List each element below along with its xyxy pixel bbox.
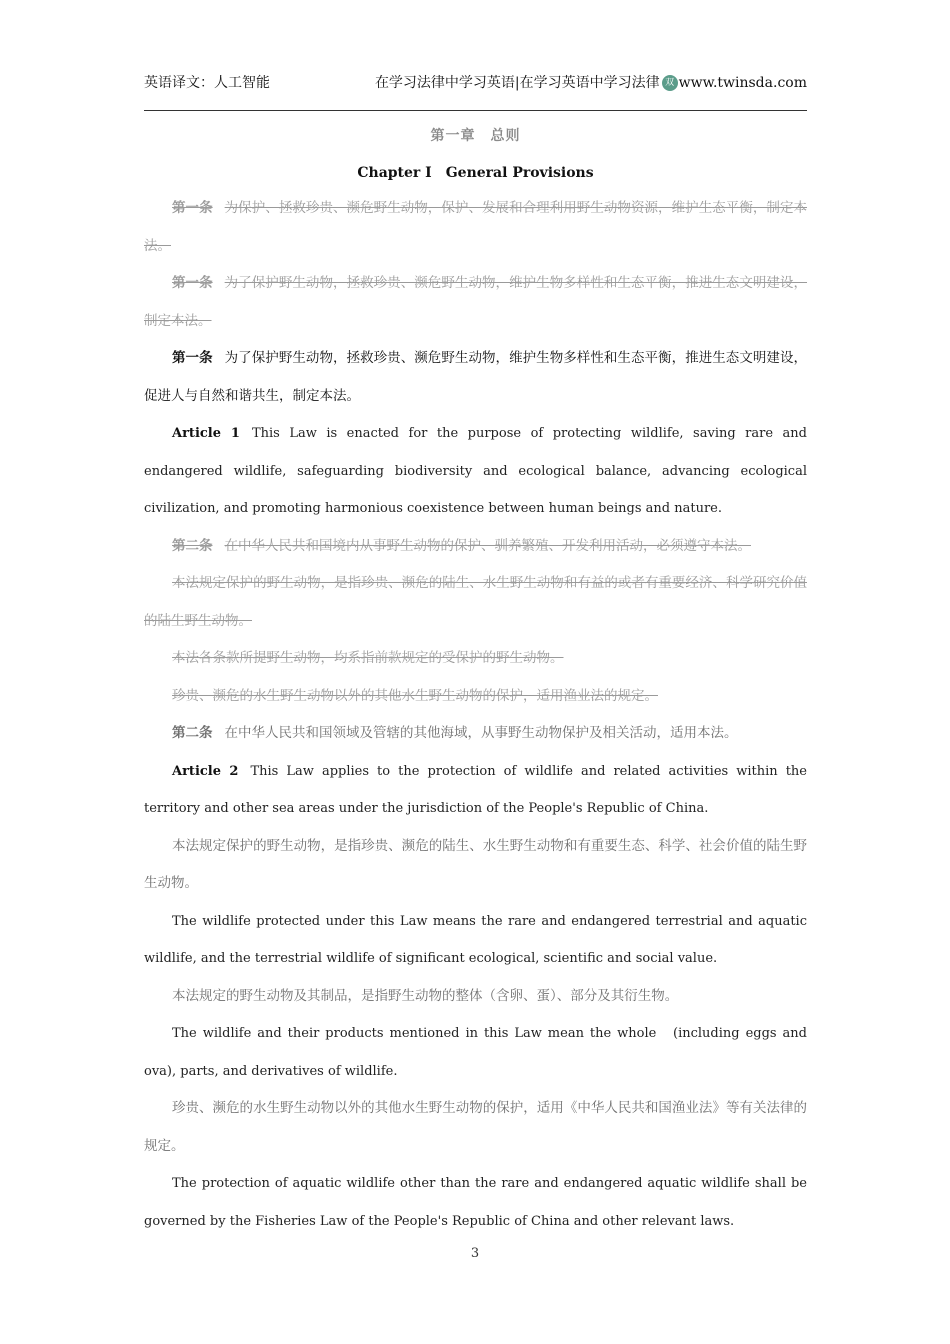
article-label: 第一条 <box>172 275 213 291</box>
article-text: 在中华人民共和国领域及管辖的其他海域，从事野生动物保护及相关活动，适用本法。 <box>224 725 738 741</box>
article-2-en <box>144 753 807 828</box>
article-2-clause-4-en: The protection of aquatic wildlife other than the rare and endangered aquatic wildlife shall be governed by the Fisheries Law of the People's Republic of China and other relevant laws. <box>144 1176 807 1229</box>
article-2-clause-3-cn: 本法规定的野生动物及其制品，是指野生动物的整体（含卵、蛋）、部分及其衍生物。 <box>172 987 679 1004</box>
deleted-article-1-revision <box>144 265 807 340</box>
article-2-clause-2-cn: 本法规定保护的野生动物，是指珍贵、濒危的陆生、水生野生动物和有重要生态、科学、社会价值的陆生野生动物。 <box>144 837 807 891</box>
chapter-title-en: Chapter I General Provisions <box>357 165 594 181</box>
article-text: 为保护、拯救珍贵、濒危野生动物，保护、发展和合理利用野生动物资源，维护生态平衡，制定本法。 <box>144 200 808 254</box>
article-2-cn <box>144 715 807 753</box>
deleted-article-2-clause-2: 本法规定保护的野生动物，是指珍贵、濒危的陆生、水生野生动物和有益的或者有重要经济、科学研究价值的陆生野生动物。 <box>144 575 807 629</box>
article-text: 为了保护野生动物，拯救珍贵、濒危野生动物，维护生物多样性和生态平衡，推进生态文明建设，制定本法。 <box>144 275 808 329</box>
deleted-article-1-original <box>144 190 807 265</box>
header-slogan <box>375 72 807 92</box>
article-1-en <box>144 415 807 528</box>
header-url[interactable]: www.twinsda.com <box>678 75 807 91</box>
header-divider <box>144 110 807 111</box>
deleted-article-2-original <box>144 528 807 566</box>
article-2-clause-4-cn: 珍贵、濒危的水生野生动物以外的其他水生野生动物的保护，适用《中华人民共和国渔业法》等有关法律的规定。 <box>144 1100 807 1154</box>
article-2-clause-3-en: The wildlife and their products mentioned in this Law mean the whole (including eggs and ova), parts, and derivatives of wildlife. <box>144 1026 807 1079</box>
header-title: 英语译文：人工智能 <box>144 75 270 91</box>
page-number: 3 <box>470 1246 480 1261</box>
article-label: 第一条 <box>172 200 213 216</box>
article-1-cn <box>144 340 807 415</box>
article-text: This Law applies to the protection of wildlife and related activities within the territory and other sea areas under the jurisdiction of the People's Republic of China. <box>144 763 807 816</box>
article-label: Article 1 <box>172 426 240 441</box>
article-text: This Law is enacted for the purpose of protecting wildlife, saving rare and endangered wildlife, safeguarding biodiversity and ecological balance, advancing ecological civilization, and promoting harmonious coexistence between human beings and nature. <box>144 426 807 516</box>
article-label: 第二条 <box>172 725 213 741</box>
article-label: 第二条 <box>172 537 213 554</box>
deleted-article-2-clause-3: 本法各条款所提野生动物，均系指前款规定的受保护的野生动物。 <box>172 650 564 666</box>
article-2-clause-2-en: The wildlife protected under this Law means the rare and endangered terrestrial and aquatic wildlife, and the terrestrial wildlife of significant ecological, scientific and social value. <box>144 913 807 966</box>
article-text: 在中华人民共和国境内从事野生动物的保护、驯养繁殖、开发利用活动，必须遵守本法。 <box>224 537 751 554</box>
deleted-article-2-clause-4: 珍贵、濒危的水生野生动物以外的其他水生野生动物的保护，适用渔业法的规定。 <box>172 687 658 704</box>
article-label: Article 2 <box>172 763 239 779</box>
chapter-title-cn: 第一章 总则 <box>430 128 521 144</box>
header-slogan-text: 在学习法律中学习英语|在学习英语中学习法律 <box>374 75 660 91</box>
article-label: 第一条 <box>172 350 213 366</box>
page-header <box>144 72 807 94</box>
twinsda-logo-icon: 双 <box>662 75 678 91</box>
document-body <box>144 190 807 1240</box>
article-text: 为了保护野生动物，拯救珍贵、濒危野生动物，维护生物多样性和生态平衡，推进生态文明建设，促进人与自然和谐共生，制定本法。 <box>144 350 808 404</box>
